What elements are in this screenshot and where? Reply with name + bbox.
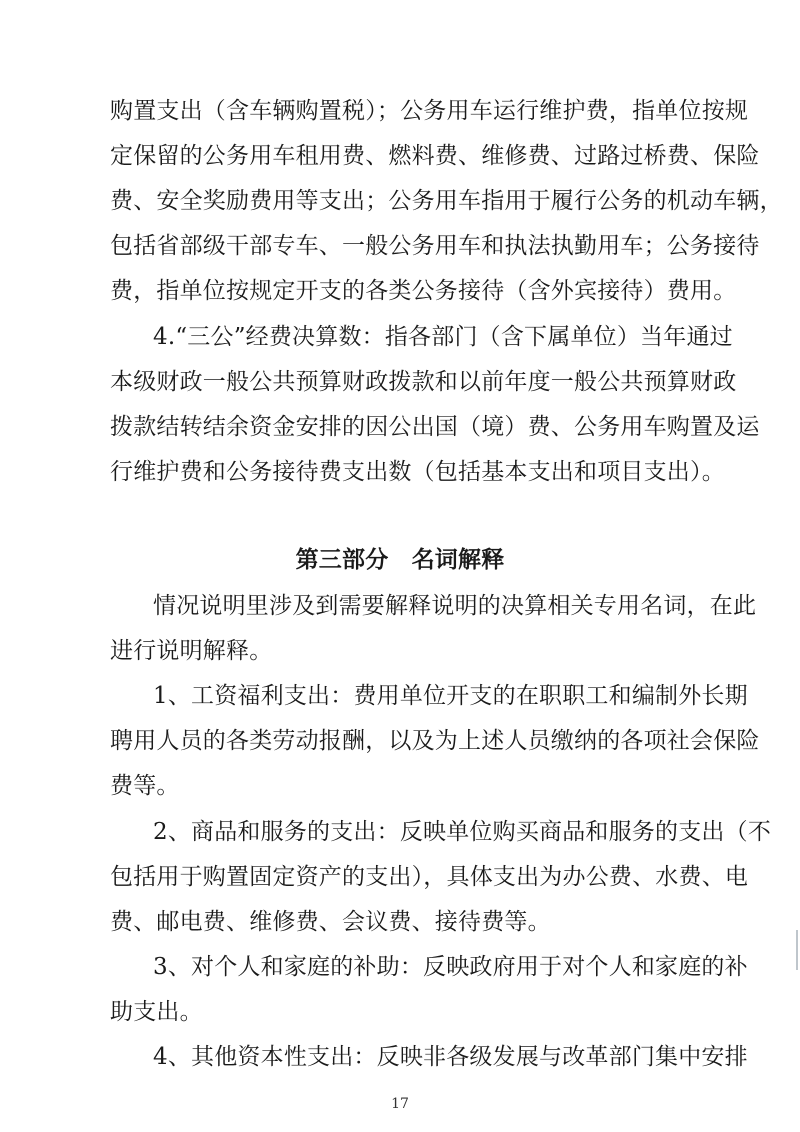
text-line: 费，指单位按规定开支的各类公务接待（含外宾接待）费用。 xyxy=(110,278,737,304)
paragraph-start-line: 2、商品和服务的支出：反映单位购买商品和服务的支出（不 xyxy=(153,819,772,845)
text-line: 聘用人员的各类劳动报酬，以及为上述人员缴纳的各项社会保险 xyxy=(110,728,760,754)
page-number: 17 xyxy=(391,1096,409,1112)
text-line: 本级财政一般公共预算财政拨款和以前年度一般公共预算财政 xyxy=(110,369,737,395)
paragraph-start-line: 4.“三公”经费决算数：指各部门（含下属单位）当年通过 xyxy=(153,324,733,350)
paragraph-start-line: 1、工资福利支出：费用单位开支的在职职工和编制外长期 xyxy=(153,683,748,709)
text-line: 费、邮电费、维修费、会议费、接待费等。 xyxy=(110,909,551,935)
section-heading: 第三部分 名词解释 xyxy=(295,546,505,573)
paragraph-start-line: 3、对个人和家庭的补助：反映政府用于对个人和家庭的补 xyxy=(153,954,748,980)
paragraph-start-line: 4、其他资本性支出：反映非各级发展与改革部门集中安排 xyxy=(153,1044,748,1070)
text-line: 费、安全奖励费用等支出；公务用车指用于履行公务的机动车辆， xyxy=(110,188,783,214)
text-line: 费等。 xyxy=(110,773,180,799)
text-line: 拨款结转结余资金安排的因公出国（境）费、公务用车购置及运 xyxy=(110,414,760,440)
paragraph-start-line: 情况说明里涉及到需要解释说明的决算相关专用名词，在此 xyxy=(153,593,757,619)
text-line: 定保留的公务用车租用费、燃料费、维修费、过路过桥费、保险 xyxy=(110,143,760,169)
scan-edge-mark xyxy=(796,930,798,970)
text-line: 进行说明解释。 xyxy=(110,638,273,664)
text-line: 行维护费和公务接待费支出数（包括基本支出和项目支出）。 xyxy=(110,459,725,485)
text-line: 包括用于购置固定资产的支出），具体支出为办公费、水费、电 xyxy=(110,864,749,890)
text-line: 购置支出（含车辆购置税）；公务用车运行维护费，指单位按规 xyxy=(110,98,749,124)
text-line: 包括省部级干部专车、一般公务用车和执法执勤用车；公务接待 xyxy=(110,233,760,259)
text-line: 助支出。 xyxy=(110,999,203,1025)
